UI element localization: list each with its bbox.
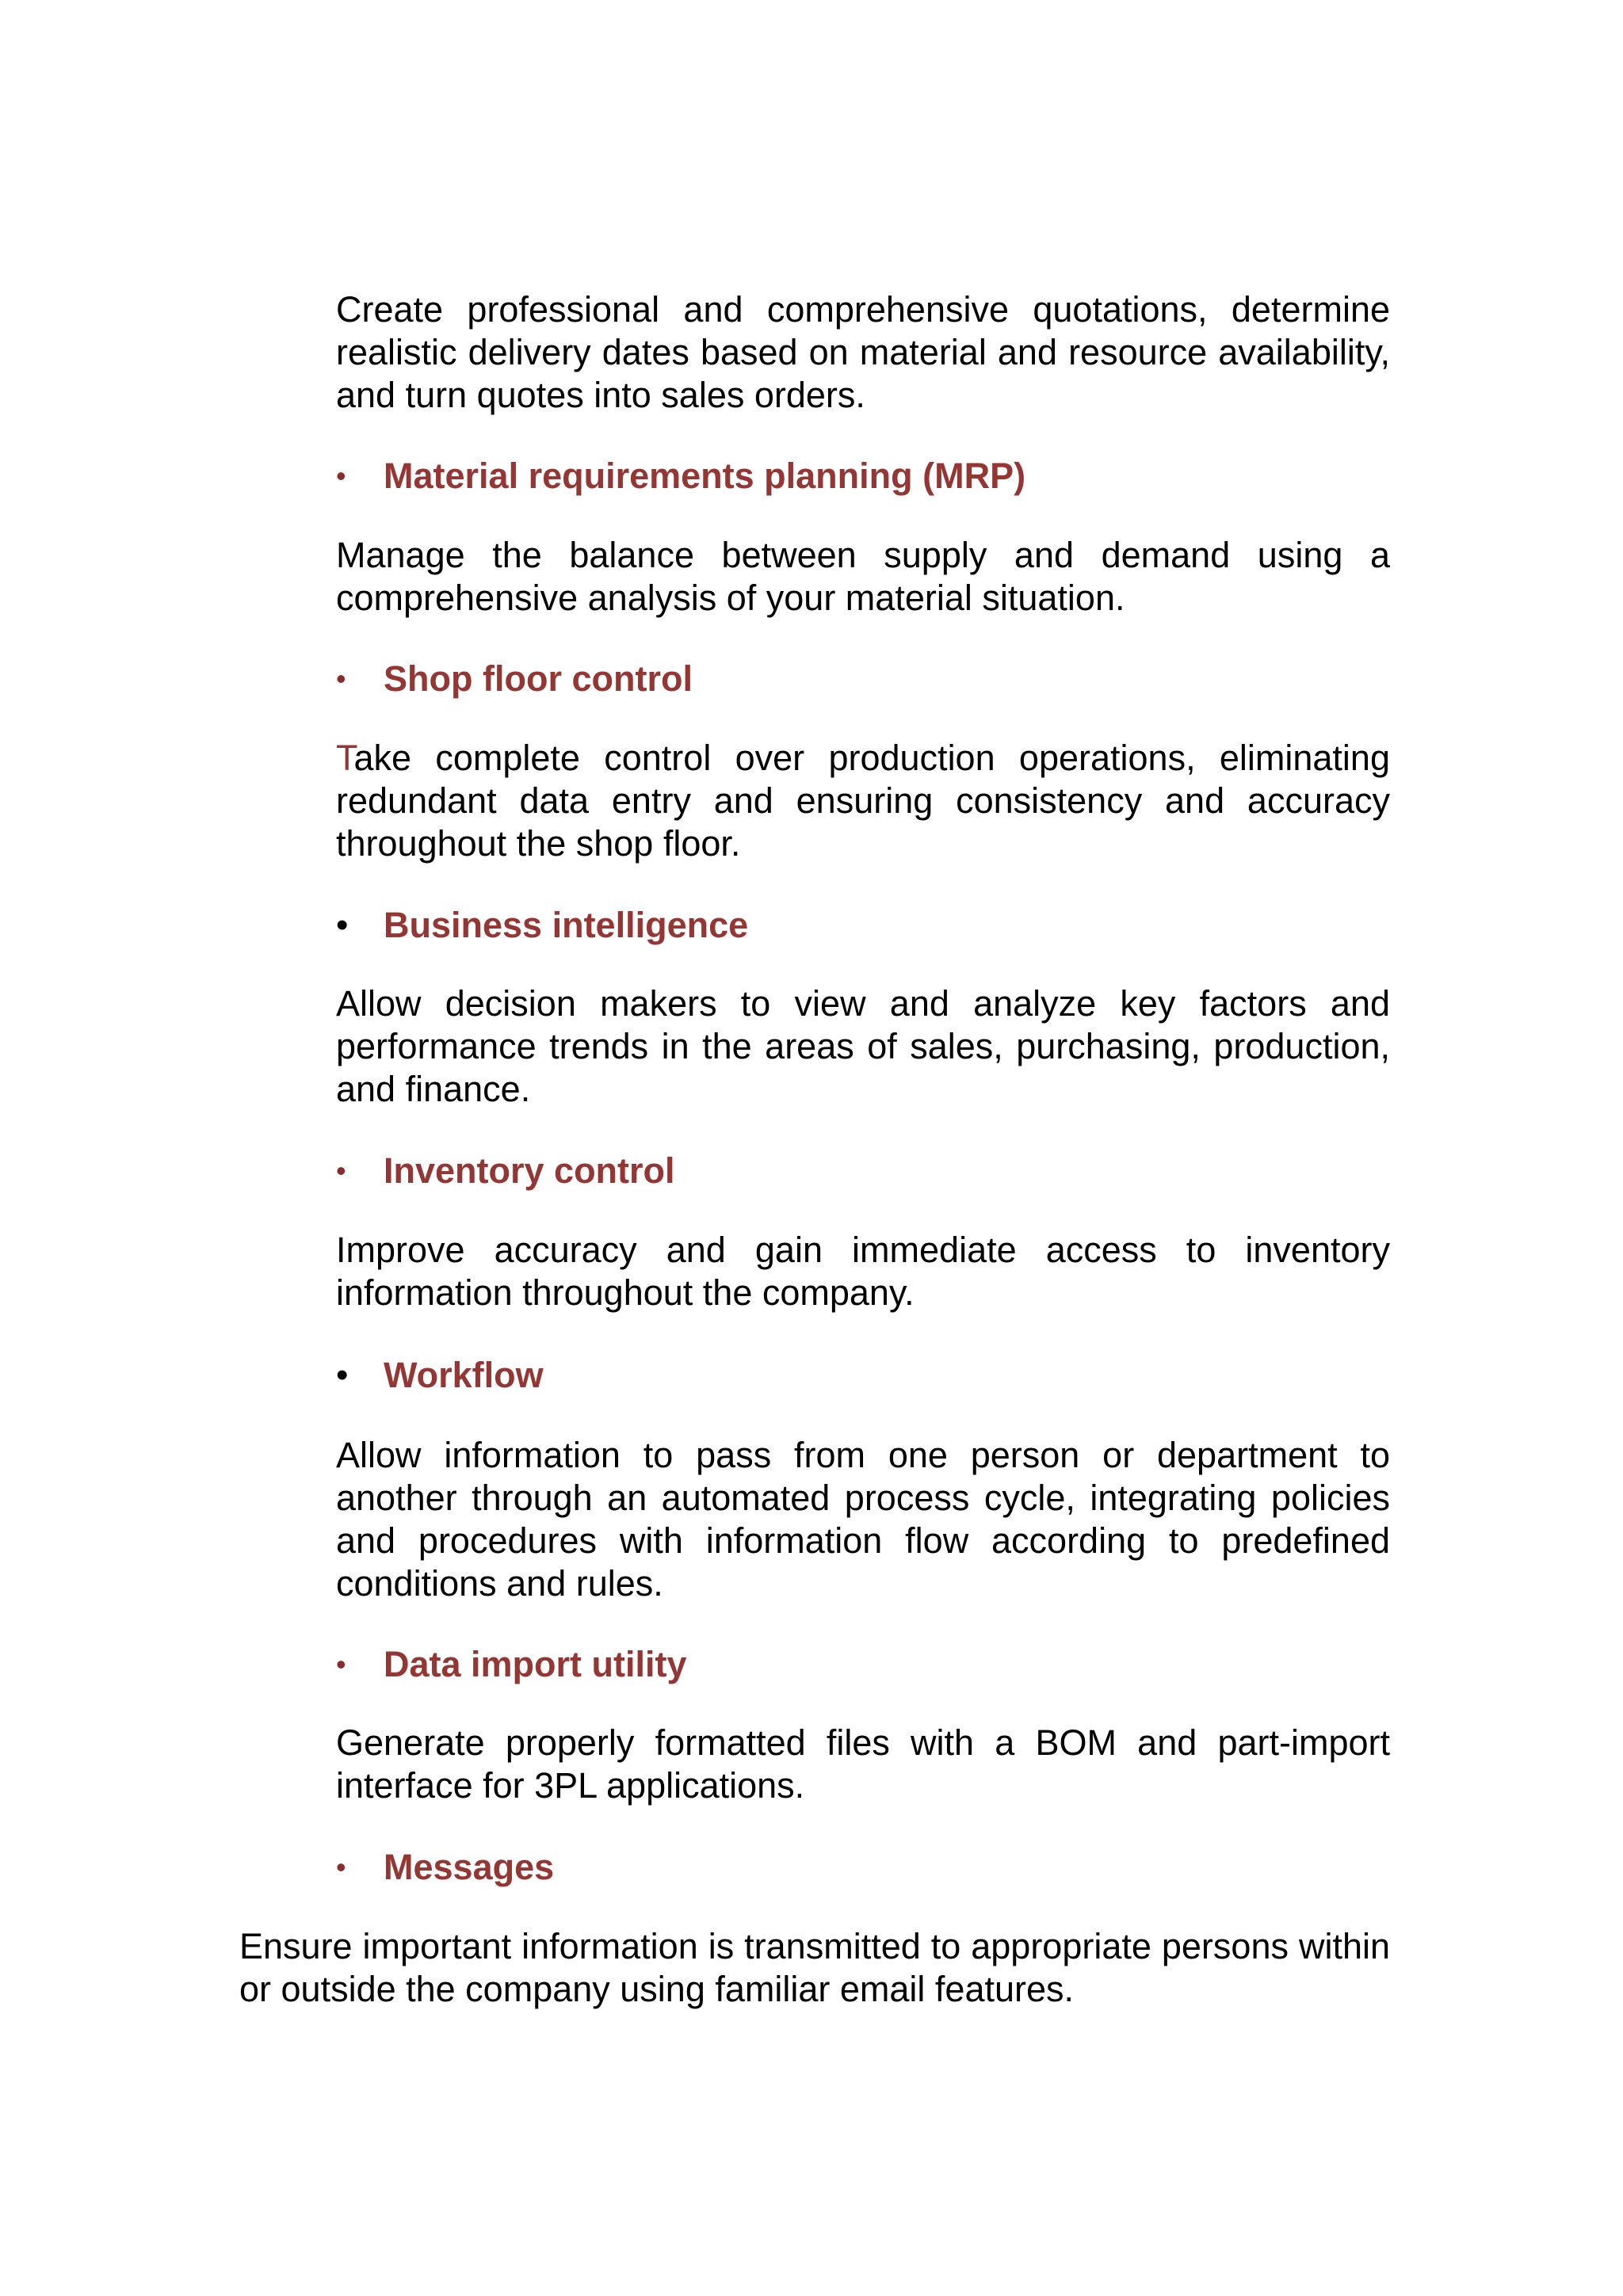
section-heading-text: Material requirements planning (MRP): [384, 456, 1026, 496]
bullet-icon: •: [336, 906, 349, 944]
drop-cap-letter: T: [336, 738, 354, 778]
section-heading-text: Shop floor control: [384, 658, 693, 699]
bullet-icon: •: [336, 1851, 346, 1883]
section-heading-mrp: [336, 452, 1025, 500]
section-body-mrp: Manage the balance between supply and demand using a comprehensive analysis of your material situation.: [336, 535, 1390, 618]
section-body-messages: Ensure important information is transmitted to appropriate persons within or outside the company using familiar email features.: [239, 1926, 1390, 2009]
intro-paragraph: Create professional and comprehensive quotations, determine realistic delivery dates based on material and resource availability, and turn quotes into sales orders.: [336, 289, 1390, 415]
section-heading-shop-floor: [336, 655, 693, 703]
bullet-icon: •: [336, 1154, 346, 1187]
section-body-text: ake complete control over production operations, eliminating redundant data entry and ensuring consistency and accuracy throughout the shop floor.: [336, 738, 1390, 864]
bullet-icon: •: [336, 1648, 346, 1680]
section-heading-messages: [336, 1844, 554, 1891]
bullet-icon: •: [336, 662, 346, 695]
section-body-shop-floor: [336, 737, 1390, 865]
section-body-workflow: Allow information to pass from one person or department to another through an automated process cycle, integrating policies and procedures with information flow according to predefined conditions and rules.: [336, 1435, 1390, 1604]
section-heading-text: Messages: [384, 1847, 555, 1887]
section-body-data-import: Generate properly formatted files with a BOM and part-import interface for 3PL applications.: [336, 1722, 1390, 1806]
section-heading-workflow: [336, 1352, 544, 1399]
section-heading-text: Workflow: [384, 1355, 544, 1395]
section-heading-inventory-control: [336, 1147, 675, 1195]
bullet-icon: •: [336, 1356, 349, 1394]
section-body-business-intelligence: Allow decision makers to view and analyze key factors and performance trends in the areas of sales, purchasing, production, and finance.: [336, 983, 1390, 1109]
section-heading-data-import: [336, 1641, 687, 1688]
section-heading-text: Inventory control: [384, 1150, 675, 1191]
section-heading-text: Data import utility: [384, 1644, 687, 1684]
section-body-inventory-control: Improve accuracy and gain immediate access to inventory information throughout the company.: [336, 1230, 1390, 1313]
bullet-icon: •: [336, 460, 346, 492]
section-heading-business-intelligence: [336, 902, 748, 949]
section-heading-text: Business intelligence: [384, 905, 749, 945]
